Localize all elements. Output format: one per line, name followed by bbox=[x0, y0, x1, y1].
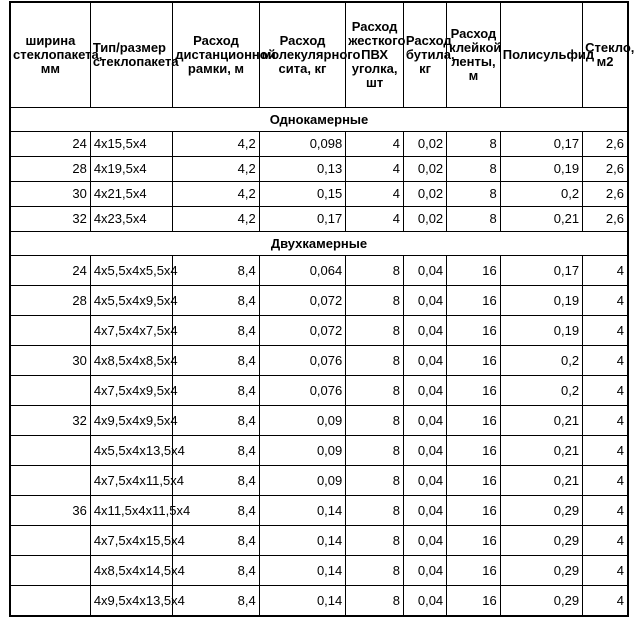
table-cell: 0,09 bbox=[259, 466, 346, 496]
table-cell: 0,064 bbox=[259, 256, 346, 286]
table-cell: 28 bbox=[10, 157, 90, 182]
table-cell: 4 bbox=[583, 586, 628, 617]
table-cell: 0,072 bbox=[259, 286, 346, 316]
table-cell: 4 bbox=[583, 496, 628, 526]
table-cell: 4 bbox=[583, 346, 628, 376]
table-cell: 30 bbox=[10, 182, 90, 207]
table-cell: 4,2 bbox=[173, 157, 260, 182]
table-cell: 16 bbox=[447, 286, 501, 316]
header-butyl: Расход бутила, кг bbox=[403, 2, 446, 108]
table-cell: 0,21 bbox=[500, 466, 582, 496]
table-cell: 4х5,5х4х9,5х4 bbox=[90, 286, 172, 316]
table-cell: 0,076 bbox=[259, 376, 346, 406]
header-row bbox=[10, 2, 628, 108]
table-cell: 0,076 bbox=[259, 346, 346, 376]
section-row bbox=[10, 108, 628, 132]
table-cell: 0,2 bbox=[500, 182, 582, 207]
table-cell: 32 bbox=[10, 207, 90, 232]
table-cell: 0,14 bbox=[259, 556, 346, 586]
table-cell: 4 bbox=[346, 207, 404, 232]
table-cell: 4 bbox=[583, 316, 628, 346]
table-cell: 0,29 bbox=[500, 556, 582, 586]
header-glass: Стекло, м2 bbox=[583, 2, 628, 108]
table-cell: 16 bbox=[447, 376, 501, 406]
table-cell: 8 bbox=[447, 157, 501, 182]
table-cell: 0,02 bbox=[403, 207, 446, 232]
table-row bbox=[10, 526, 628, 556]
header-width: ширина стеклопакета, мм bbox=[10, 2, 90, 108]
table-cell: 0,21 bbox=[500, 436, 582, 466]
table-cell: 0,29 bbox=[500, 526, 582, 556]
table-cell: 8,4 bbox=[173, 586, 260, 617]
header-corner: Расход жесткого ПВХ уголка, шт bbox=[346, 2, 404, 108]
table-cell: 2,6 bbox=[583, 157, 628, 182]
table-cell: 8 bbox=[346, 406, 404, 436]
header-frame: Расход дистанционной рамки, м bbox=[173, 2, 260, 108]
table-row bbox=[10, 496, 628, 526]
table-cell bbox=[10, 316, 90, 346]
table-cell: 0,04 bbox=[403, 436, 446, 466]
table-row bbox=[10, 406, 628, 436]
table-cell: 0,2 bbox=[500, 346, 582, 376]
table-body bbox=[10, 108, 628, 617]
table-cell: 0,19 bbox=[500, 316, 582, 346]
table-cell: 16 bbox=[447, 466, 501, 496]
table-cell: 30 bbox=[10, 346, 90, 376]
table-cell: 4х15,5х4 bbox=[90, 132, 172, 157]
table-cell: 8,4 bbox=[173, 376, 260, 406]
table-cell: 8,4 bbox=[173, 316, 260, 346]
table-cell: 0,04 bbox=[403, 256, 446, 286]
table-cell bbox=[10, 466, 90, 496]
table-cell: 4х7,5х4х15,5х4 bbox=[90, 526, 172, 556]
table-cell bbox=[10, 436, 90, 466]
table-cell: 0,09 bbox=[259, 436, 346, 466]
table-cell: 8 bbox=[346, 346, 404, 376]
table-row bbox=[10, 157, 628, 182]
table-cell: 0,09 bbox=[259, 406, 346, 436]
table-cell: 8 bbox=[346, 376, 404, 406]
table-cell: 16 bbox=[447, 256, 501, 286]
table-cell: 8,4 bbox=[173, 436, 260, 466]
table-cell: 4х23,5х4 bbox=[90, 207, 172, 232]
table-row bbox=[10, 286, 628, 316]
table-cell bbox=[10, 526, 90, 556]
table-row bbox=[10, 436, 628, 466]
table-cell: 8,4 bbox=[173, 346, 260, 376]
table-cell: 0,02 bbox=[403, 132, 446, 157]
table-cell: 0,04 bbox=[403, 526, 446, 556]
table-cell: 16 bbox=[447, 346, 501, 376]
table-row bbox=[10, 466, 628, 496]
table-row bbox=[10, 586, 628, 617]
table-cell: 36 bbox=[10, 496, 90, 526]
materials-table bbox=[9, 1, 635, 617]
table-row bbox=[10, 256, 628, 286]
table-cell: 4 bbox=[346, 132, 404, 157]
table-cell: 4х11,5х4х11,5х4 bbox=[90, 496, 172, 526]
table-cell: 8 bbox=[346, 316, 404, 346]
table-cell: 0,29 bbox=[500, 496, 582, 526]
table-cell: 2,6 bbox=[583, 132, 628, 157]
table-cell: 0,14 bbox=[259, 496, 346, 526]
table-row bbox=[10, 132, 628, 157]
table-cell: 4 bbox=[583, 256, 628, 286]
table-cell: 0,13 bbox=[259, 157, 346, 182]
table-cell: 0,17 bbox=[500, 256, 582, 286]
table-cell: 32 bbox=[10, 406, 90, 436]
table-cell: 28 bbox=[10, 286, 90, 316]
table-cell: 0,02 bbox=[403, 182, 446, 207]
table-cell: 16 bbox=[447, 526, 501, 556]
table-cell: 24 bbox=[10, 132, 90, 157]
table-cell: 4х21,5х4 bbox=[90, 182, 172, 207]
table-cell: 0,04 bbox=[403, 406, 446, 436]
table-cell bbox=[10, 586, 90, 617]
table-cell: 8 bbox=[346, 556, 404, 586]
table-row bbox=[10, 207, 628, 232]
table-cell: 0,17 bbox=[259, 207, 346, 232]
table-cell: 4х5,5х4х13,5х4 bbox=[90, 436, 172, 466]
table-cell: 4х9,5х4х9,5х4 bbox=[90, 406, 172, 436]
table-cell: 0,02 bbox=[403, 157, 446, 182]
table-cell: 0,19 bbox=[500, 286, 582, 316]
table-cell: 4 bbox=[583, 286, 628, 316]
table-cell: 8,4 bbox=[173, 556, 260, 586]
table-row bbox=[10, 376, 628, 406]
table-cell: 4 bbox=[583, 376, 628, 406]
header-type: Тип/размер стеклопакета bbox=[90, 2, 172, 108]
table-cell: 0,17 bbox=[500, 132, 582, 157]
table-cell: 0,04 bbox=[403, 376, 446, 406]
table-cell: 8 bbox=[346, 496, 404, 526]
table-cell: 8,4 bbox=[173, 526, 260, 556]
table-cell: 0,2 bbox=[500, 376, 582, 406]
table-cell: 8 bbox=[346, 256, 404, 286]
table-cell: 0,072 bbox=[259, 316, 346, 346]
table-cell: 8 bbox=[447, 182, 501, 207]
table-cell: 8 bbox=[346, 466, 404, 496]
table-cell bbox=[10, 376, 90, 406]
section-title: Однокамерные bbox=[10, 108, 628, 132]
table-row bbox=[10, 556, 628, 586]
table-cell: 16 bbox=[447, 316, 501, 346]
table-cell: 4х5,5х4х5,5х4 bbox=[90, 256, 172, 286]
table-cell: 0,14 bbox=[259, 526, 346, 556]
section-row bbox=[10, 232, 628, 256]
table-cell: 0,21 bbox=[500, 207, 582, 232]
table-cell: 4 bbox=[346, 182, 404, 207]
table-cell: 4 bbox=[583, 466, 628, 496]
table-cell: 0,15 bbox=[259, 182, 346, 207]
table-cell: 0,19 bbox=[500, 157, 582, 182]
table-cell: 8 bbox=[346, 286, 404, 316]
table-cell: 8 bbox=[346, 436, 404, 466]
table-cell: 16 bbox=[447, 556, 501, 586]
table-cell: 4,2 bbox=[173, 132, 260, 157]
table-cell: 0,04 bbox=[403, 586, 446, 617]
table-cell: 8,4 bbox=[173, 466, 260, 496]
table-cell: 0,21 bbox=[500, 406, 582, 436]
table-cell: 8 bbox=[346, 526, 404, 556]
table-cell: 8 bbox=[346, 586, 404, 617]
table-cell: 8,4 bbox=[173, 256, 260, 286]
table-cell: 0,14 bbox=[259, 586, 346, 617]
table-cell: 0,04 bbox=[403, 286, 446, 316]
table-cell: 2,6 bbox=[583, 182, 628, 207]
table-cell: 8 bbox=[447, 132, 501, 157]
table-row bbox=[10, 182, 628, 207]
table-cell: 16 bbox=[447, 496, 501, 526]
header-sieve: Расход молекулярного сита, кг bbox=[259, 2, 346, 108]
table-row bbox=[10, 316, 628, 346]
table-cell: 4 bbox=[583, 406, 628, 436]
table-cell: 16 bbox=[447, 586, 501, 617]
table-cell: 4,2 bbox=[173, 182, 260, 207]
table-cell: 16 bbox=[447, 436, 501, 466]
table-cell: 4х9,5х4х13,5х4 bbox=[90, 586, 172, 617]
table-cell: 8,4 bbox=[173, 406, 260, 436]
header-tape: Расход клейкой ленты, м bbox=[447, 2, 501, 108]
table-cell: 0,04 bbox=[403, 556, 446, 586]
header-polysulfide: Полисульфид bbox=[500, 2, 582, 108]
table-cell: 24 bbox=[10, 256, 90, 286]
table-cell: 4х19,5х4 bbox=[90, 157, 172, 182]
table-cell: 0,04 bbox=[403, 496, 446, 526]
table-cell: 8 bbox=[447, 207, 501, 232]
table-cell: 4 bbox=[583, 556, 628, 586]
table-cell: 4х7,5х4х7,5х4 bbox=[90, 316, 172, 346]
table-cell: 8,4 bbox=[173, 286, 260, 316]
table-cell: 4х7,5х4х9,5х4 bbox=[90, 376, 172, 406]
table-cell: 4 bbox=[583, 436, 628, 466]
table-cell bbox=[10, 556, 90, 586]
table-cell: 4х8,5х4х14,5х4 bbox=[90, 556, 172, 586]
table-cell: 4,2 bbox=[173, 207, 260, 232]
table-cell: 2,6 bbox=[583, 207, 628, 232]
table-cell: 4 bbox=[346, 157, 404, 182]
table-cell: 0,04 bbox=[403, 316, 446, 346]
section-title: Двухкамерные bbox=[10, 232, 628, 256]
table-cell: 8,4 bbox=[173, 496, 260, 526]
table-cell: 0,04 bbox=[403, 466, 446, 496]
table-cell: 0,04 bbox=[403, 346, 446, 376]
table-row bbox=[10, 346, 628, 376]
table-cell: 4х8,5х4х8,5х4 bbox=[90, 346, 172, 376]
table-cell: 16 bbox=[447, 406, 501, 436]
table-cell: 4х7,5х4х11,5х4 bbox=[90, 466, 172, 496]
table-cell: 0,29 bbox=[500, 586, 582, 617]
table-cell: 0,098 bbox=[259, 132, 346, 157]
table-cell: 4 bbox=[583, 526, 628, 556]
